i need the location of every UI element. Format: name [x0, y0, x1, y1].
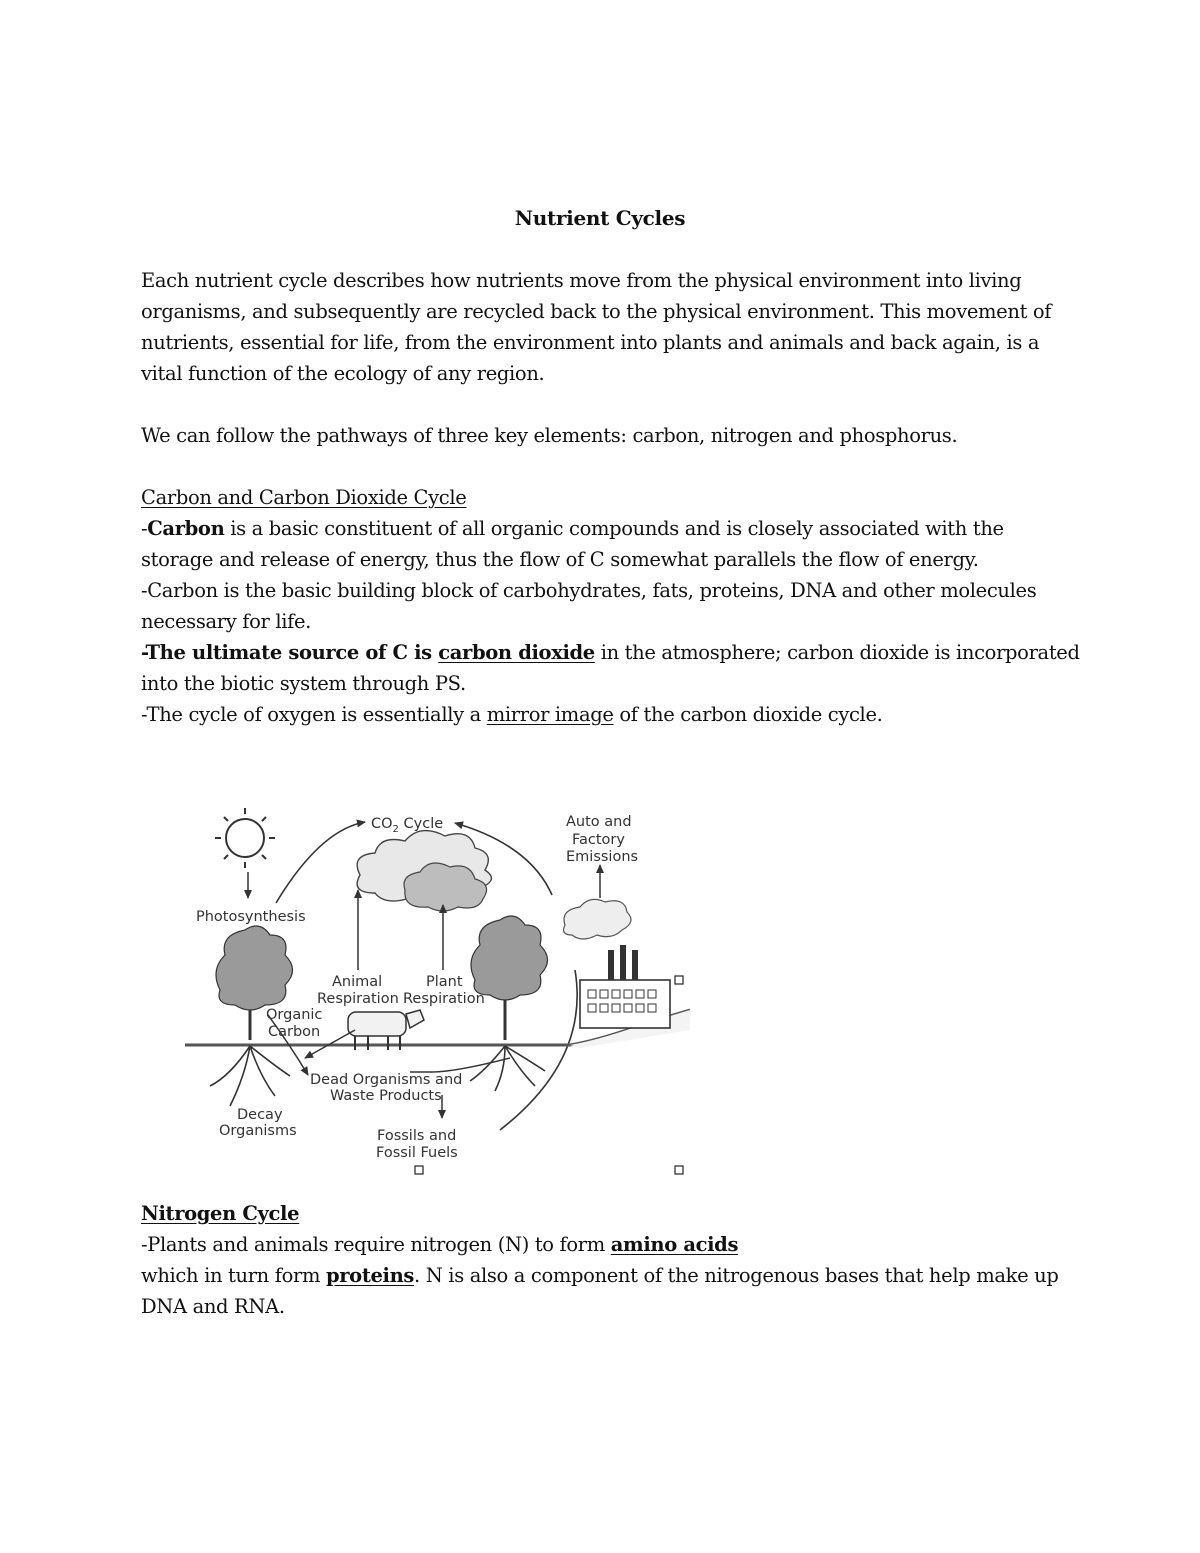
fossils-label-1: Fossils and	[377, 1128, 457, 1144]
plant-label: Plant	[426, 974, 463, 990]
dead-to-root-line	[410, 1058, 510, 1072]
nitrogen-line-2: which in turn form proteins. N is also a component of the nitrogenous bases that help make up	[141, 1264, 1059, 1287]
resize-handle	[675, 1166, 683, 1174]
intro-line: Each nutrient cycle describes how nutrients move from the physical environment into living	[141, 269, 1022, 292]
carbon-bullet-4: -The cycle of oxygen is essentially a mirror image of the carbon dioxide cycle.	[141, 703, 883, 726]
photosynthesis-label: Photosynthesis	[196, 909, 306, 925]
cycle-arc-left	[276, 822, 365, 903]
animal-label: Animal	[332, 974, 383, 990]
carbon-cycle-diagram	[180, 800, 690, 1180]
dead-organisms-label-1: Dead Organisms and	[310, 1072, 463, 1088]
co2-cycle-label: $CO_2$ Cycle	[371, 816, 444, 835]
nitrogen-heading: Nitrogen Cycle	[141, 1202, 300, 1225]
pathways-paragraph	[141, 420, 1061, 451]
auto-label-1: Auto and	[566, 814, 632, 830]
carbon-bullet-1: -Carbon is a basic constituent of all organic compounds and is closely associated with the	[141, 517, 1004, 540]
carbon-bullet-2: -Carbon is the basic building block of carbohydrates, fats, proteins, DNA and other molecules	[141, 579, 1037, 602]
auto-label-2: Factory	[572, 832, 625, 848]
carbon-label: Carbon	[268, 1024, 321, 1040]
carbon-section	[141, 482, 1080, 730]
organic-label: Organic	[266, 1007, 323, 1023]
factory-icon	[564, 899, 670, 1028]
sun-icon	[215, 808, 275, 868]
nitrogen-line-3: DNA and RNA.	[141, 1295, 285, 1318]
page-title: Nutrient Cycles	[514, 206, 686, 230]
intro-line: organisms, and subsequently are recycled back to the physical environment. This movement of	[141, 300, 1052, 323]
carbon-bullet-2-cont: necessary for life.	[141, 610, 311, 633]
cloud-icon	[357, 831, 491, 911]
intro-line: nutrients, essential for life, from the environment into plants and animals and back again, is a	[141, 331, 1040, 354]
fossils-label-2: Fossil Fuels	[376, 1145, 458, 1161]
resize-handle	[415, 1166, 423, 1174]
carbon-bullet-3-cont: into the biotic system through PS.	[141, 672, 466, 695]
resize-handle	[675, 976, 683, 984]
carbon-bullet-1-cont: storage and release of energy, thus the flow of C somewhat parallels the flow of energy.	[141, 548, 979, 571]
decay-label-2: Organisms	[219, 1123, 297, 1139]
animal-respiration-label: Respiration	[317, 991, 399, 1007]
pathways-line: We can follow the pathways of three key elements: carbon, nitrogen and phosphorus.	[141, 424, 958, 447]
carbon-bullet-3: -The ultimate source of C is carbon dioxide in the atmosphere; carbon dioxide is incorporated	[141, 641, 1080, 664]
carbon-cycle-figure	[180, 800, 690, 1180]
auto-label-3: Emissions	[566, 849, 639, 865]
nitrogen-section	[141, 1198, 1061, 1322]
plant-respiration-label: Respiration	[403, 991, 485, 1007]
carbon-heading: Carbon and Carbon Dioxide Cycle	[141, 486, 467, 509]
intro-paragraph	[141, 265, 1061, 389]
dead-organisms-label-2: Waste Products	[330, 1088, 442, 1104]
decay-label-1: Decay	[237, 1107, 283, 1123]
nitrogen-line-1: -Plants and animals require nitrogen (N) to form amino acids	[141, 1233, 739, 1256]
intro-line: vital function of the ecology of any region.	[141, 362, 545, 385]
